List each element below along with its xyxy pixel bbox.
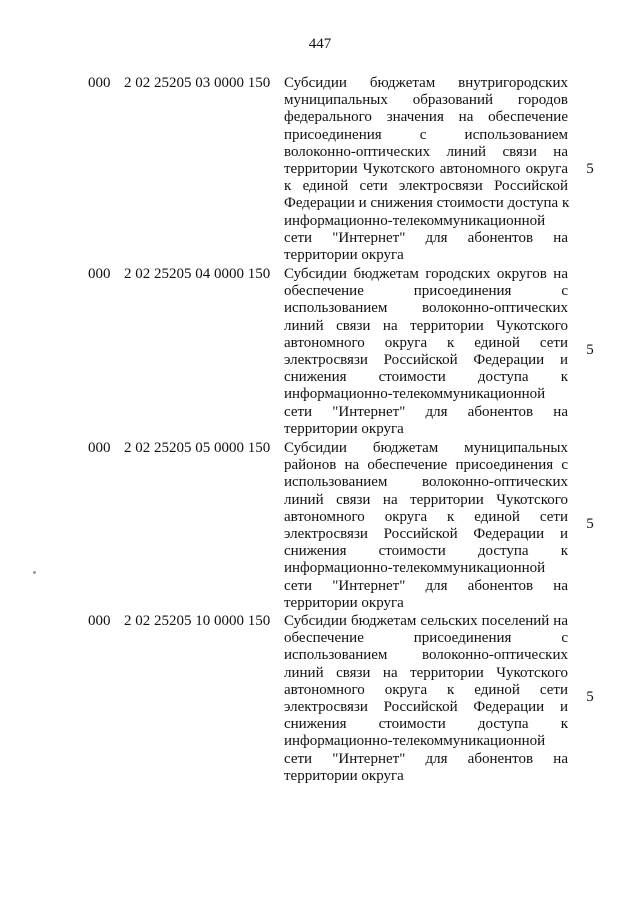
page-number: 447	[308, 36, 332, 52]
budget-code: 2 02 25205 05 0000 150	[124, 440, 271, 456]
income-name-line: снижения стоимости доступа к	[284, 369, 568, 386]
amount-value: 5	[586, 342, 594, 358]
income-name-line: территории округа	[284, 594, 404, 611]
admin-code: 000	[88, 266, 111, 282]
income-name-line: автономного округа к единой сети	[284, 681, 568, 698]
income-name-line: автономного округа к единой сети	[284, 508, 568, 525]
income-name-line: использованием волоконно-оптических	[284, 474, 568, 491]
income-name-line: Субсидии бюджетам внутригородских	[284, 75, 568, 91]
income-name-line: линий связи на территории Чукотского	[284, 664, 568, 681]
income-name-line: сети "Интернет" для абонентов на	[284, 577, 568, 594]
scan-speck	[33, 571, 36, 574]
income-name-line: информационно-телекоммуникационной	[284, 386, 546, 403]
income-name-line: территории округа	[284, 767, 404, 784]
income-name	[284, 266, 568, 438]
income-name-line: снижения стоимости доступа к	[284, 543, 568, 560]
income-name-line: обеспечение присоединения с	[284, 283, 568, 300]
income-name-line: использованием волоконно-оптических	[284, 300, 568, 317]
income-name-line: волоконно-оптических линий связи на	[284, 143, 568, 160]
income-name-line: территории округа	[284, 420, 404, 437]
income-name-line: электросвязи Российской Федерации и	[284, 352, 568, 369]
amount-value: 5	[586, 689, 594, 705]
income-name-line: автономного округа к единой сети	[284, 334, 568, 351]
income-name-line: территории округа	[284, 247, 404, 264]
admin-code: 000	[88, 75, 111, 91]
amount-value: 5	[586, 161, 594, 177]
income-name-line: электросвязи Российской Федерации и	[284, 699, 568, 716]
income-name-line: информационно-телекоммуникационной	[284, 212, 546, 229]
income-name-line: Субсидии бюджетам муниципальных	[284, 440, 568, 456]
income-name-line: муниципальных образований городов	[284, 92, 568, 109]
admin-code: 000	[88, 613, 111, 629]
income-name	[284, 613, 568, 785]
income-name-line: к единой сети электросвязи Российской	[284, 178, 568, 195]
income-name-line: Федерации и снижения стоимости доступа к	[284, 195, 570, 212]
income-name-line: районов на обеспечение присоединения с	[284, 457, 568, 474]
income-name-line: линий связи на территории Чукотского	[284, 491, 568, 508]
admin-code: 000	[88, 440, 111, 456]
income-name-line: территории Чукотского автономного округа	[284, 161, 568, 178]
income-name-line: информационно-телекоммуникационной	[284, 560, 546, 577]
income-name-line: информационно-телекоммуникационной	[284, 733, 546, 750]
income-name-line: Субсидии бюджетам сельских поселений на	[284, 613, 568, 629]
budget-code: 2 02 25205 04 0000 150	[124, 266, 271, 282]
income-name-line: сети "Интернет" для абонентов на	[284, 403, 568, 420]
income-name	[284, 440, 568, 612]
income-name-line: линий связи на территории Чукотского	[284, 317, 568, 334]
income-name-line: Субсидии бюджетам городских округов на	[284, 266, 568, 282]
income-name-line: использованием волоконно-оптических	[284, 647, 568, 664]
income-name-line: снижения стоимости доступа к	[284, 716, 568, 733]
budget-code: 2 02 25205 03 0000 150	[124, 75, 271, 91]
income-name-line: присоединения с использованием	[284, 126, 568, 143]
income-name-line: федерального значения на обеспечение	[284, 109, 568, 126]
budget-code: 2 02 25205 10 0000 150	[124, 613, 271, 629]
income-name-line: обеспечение присоединения с	[284, 630, 568, 647]
income-name-line: электросвязи Российской Федерации и	[284, 526, 568, 543]
income-name	[284, 75, 568, 264]
amount-value: 5	[586, 516, 594, 532]
income-name-line: сети "Интернет" для абонентов на	[284, 750, 568, 767]
income-name-line: сети "Интернет" для абонентов на	[284, 229, 568, 246]
